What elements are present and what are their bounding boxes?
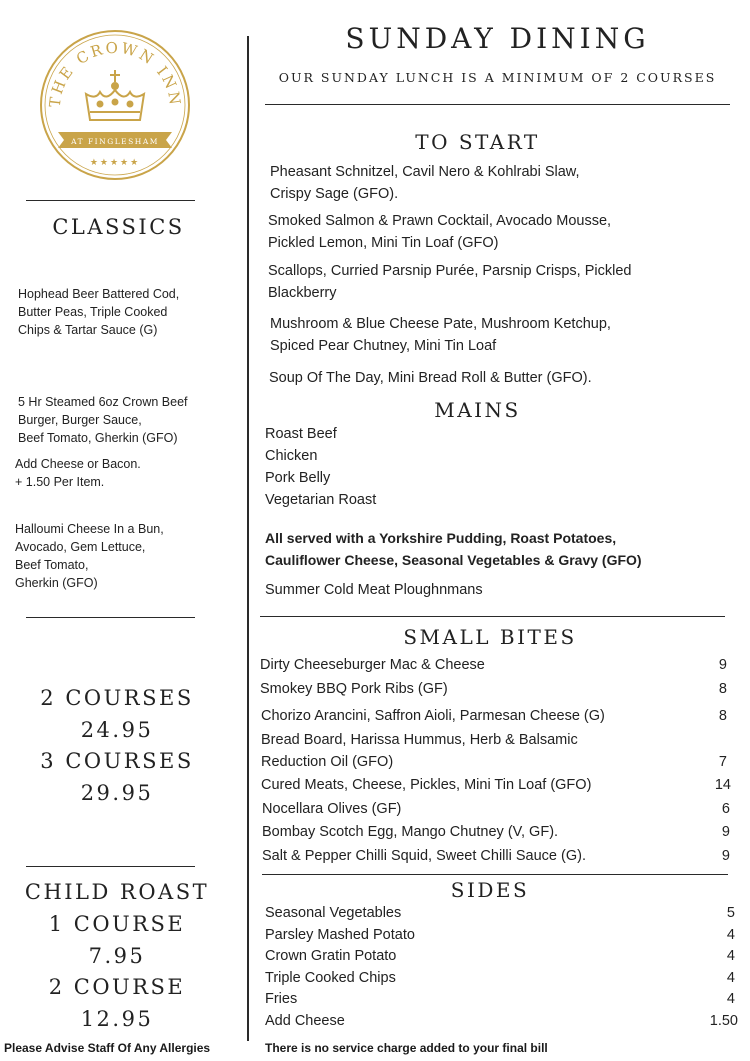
service-charge-notice: There is no service charge added to your final bill: [265, 1041, 548, 1055]
small-bite-item: Salt & Pepper Chilli Squid, Sweet Chilli Sauce (G).: [262, 848, 586, 864]
small-bite-item: Bombay Scotch Egg, Mango Chutney (V, GF).: [262, 824, 559, 840]
small-bite-price: 7: [718, 754, 727, 770]
child-two-course-label: 2 COURSE: [48, 975, 186, 999]
side-price: 4: [726, 948, 735, 964]
logo-stars: ★★★★★: [89, 157, 141, 167]
small-bite-item: Chorizo Arancini, Saffron Aioli, Parmesan Cheese (G): [261, 708, 605, 724]
three-courses-label: 3 COURSES: [40, 749, 194, 773]
mains-note: All served with a Yorkshire Pudding, Roast Potatoes, Cauliflower Cheese, Seasonal Vegetables & Gravy (GFO): [265, 530, 642, 568]
allergy-notice: Please Advise Staff Of Any Allergies: [4, 1041, 211, 1055]
side-item: Seasonal Vegetables: [265, 905, 402, 921]
logo-arc-text: THE CROWN INN: [45, 38, 185, 109]
child-two-course-price: 12.95: [80, 1007, 154, 1031]
small-bite-item: Nocellara Olives (GF): [262, 801, 402, 817]
two-courses-price: 24.95: [80, 718, 154, 742]
side-price: 5: [726, 905, 735, 921]
mains-item: Vegetarian Roast: [265, 492, 377, 508]
to-start-title: TO START: [415, 130, 540, 154]
mains-extra-item: Summer Cold Meat Ploughnmans: [265, 582, 483, 598]
section-divider: [262, 874, 728, 875]
left-divider: [26, 617, 195, 618]
starter-item: Mushroom & Blue Cheese Pate, Mushroom Ketchup, Spiced Pear Chutney, Mini Tin Loaf: [270, 316, 611, 354]
crown-inn-logo: [38, 28, 192, 182]
logo-banner-text: AT FINGLESHAM: [71, 137, 159, 146]
crown-icon: [86, 70, 144, 120]
side-price: 1.50: [709, 1013, 738, 1029]
side-item: Triple Cooked Chips: [265, 970, 396, 986]
left-divider: [26, 200, 195, 201]
starter-item: Scallops, Curried Parsnip Purée, Parsnip Crisps, Pickled Blackberry: [268, 263, 632, 301]
child-roast-title: CHILD ROAST: [24, 880, 210, 904]
column-divider: [247, 36, 249, 1041]
side-item: Fries: [265, 991, 298, 1007]
starter-item: Soup Of The Day, Mini Bread Roll & Butter (GFO).: [269, 370, 592, 386]
side-price: 4: [726, 927, 735, 943]
mains-item: Pork Belly: [265, 470, 331, 486]
small-bites-title: SMALL BITES: [403, 625, 577, 649]
page-subtitle: OUR SUNDAY LUNCH IS A MINIMUM OF 2 COURSES: [278, 70, 717, 85]
starter-item: Pheasant Schnitzel, Cavil Nero & Kohlrabi Slaw, Crispy Sage (GFO).: [270, 164, 580, 202]
child-one-course-label: 1 COURSE: [48, 912, 186, 936]
child-one-course-price: 7.95: [88, 944, 146, 968]
mains-title: MAINS: [434, 398, 521, 422]
classics-item-halloumi: Halloumi Cheese In a Bun, Avocado, Gem Lettuce, Beef Tomato, Gherkin (GFO): [15, 522, 164, 590]
small-bite-item: Dirty Cheeseburger Mac & Cheese: [260, 657, 485, 673]
mains-item: Roast Beef: [265, 426, 337, 442]
side-price: 4: [726, 991, 735, 1007]
page-title: SUNDAY DINING: [345, 22, 650, 55]
small-bite-price: 9: [721, 848, 730, 864]
small-bite-price: 9: [718, 657, 727, 673]
classics-item-burger: 5 Hr Steamed 6oz Crown Beef Burger, Burger Sauce, Beef Tomato, Gherkin (GFO): [18, 395, 188, 445]
starter-item: Smoked Salmon & Prawn Cocktail, Avocado Mousse, Pickled Lemon, Mini Tin Loaf (GFO): [268, 213, 612, 251]
small-bite-price: 9: [721, 824, 730, 840]
three-courses-price: 29.95: [80, 781, 154, 805]
side-price: 4: [726, 970, 735, 986]
small-bite-price: 14: [714, 777, 731, 793]
sides-title: SIDES: [450, 878, 530, 902]
classics-title: CLASSICS: [52, 215, 185, 239]
small-bite-price: 6: [721, 801, 730, 817]
two-courses-label: 2 COURSES: [40, 686, 194, 710]
small-bite-item: Smokey BBQ Pork Ribs (GF): [260, 681, 448, 697]
classics-item-addon: Add Cheese or Bacon. + 1.50 Per Item.: [15, 457, 141, 489]
side-item: Add Cheese: [265, 1013, 345, 1029]
small-bite-item: Bread Board, Harissa Hummus, Herb & Balsamic Reduction Oil (GFO): [261, 732, 578, 770]
header-divider: [265, 104, 730, 105]
left-divider: [26, 866, 195, 867]
small-bite-price: 8: [718, 708, 727, 724]
section-divider: [260, 616, 725, 617]
classics-item-cod: Hophead Beer Battered Cod, Butter Peas, Triple Cooked Chips & Tartar Sauce (G): [18, 287, 180, 337]
small-bite-item: Cured Meats, Cheese, Pickles, Mini Tin Loaf (GFO): [261, 777, 592, 793]
side-item: Crown Gratin Potato: [265, 948, 397, 964]
side-item: Parsley Mashed Potato: [265, 927, 415, 943]
mains-item: Chicken: [265, 448, 318, 464]
small-bite-price: 8: [718, 681, 727, 697]
